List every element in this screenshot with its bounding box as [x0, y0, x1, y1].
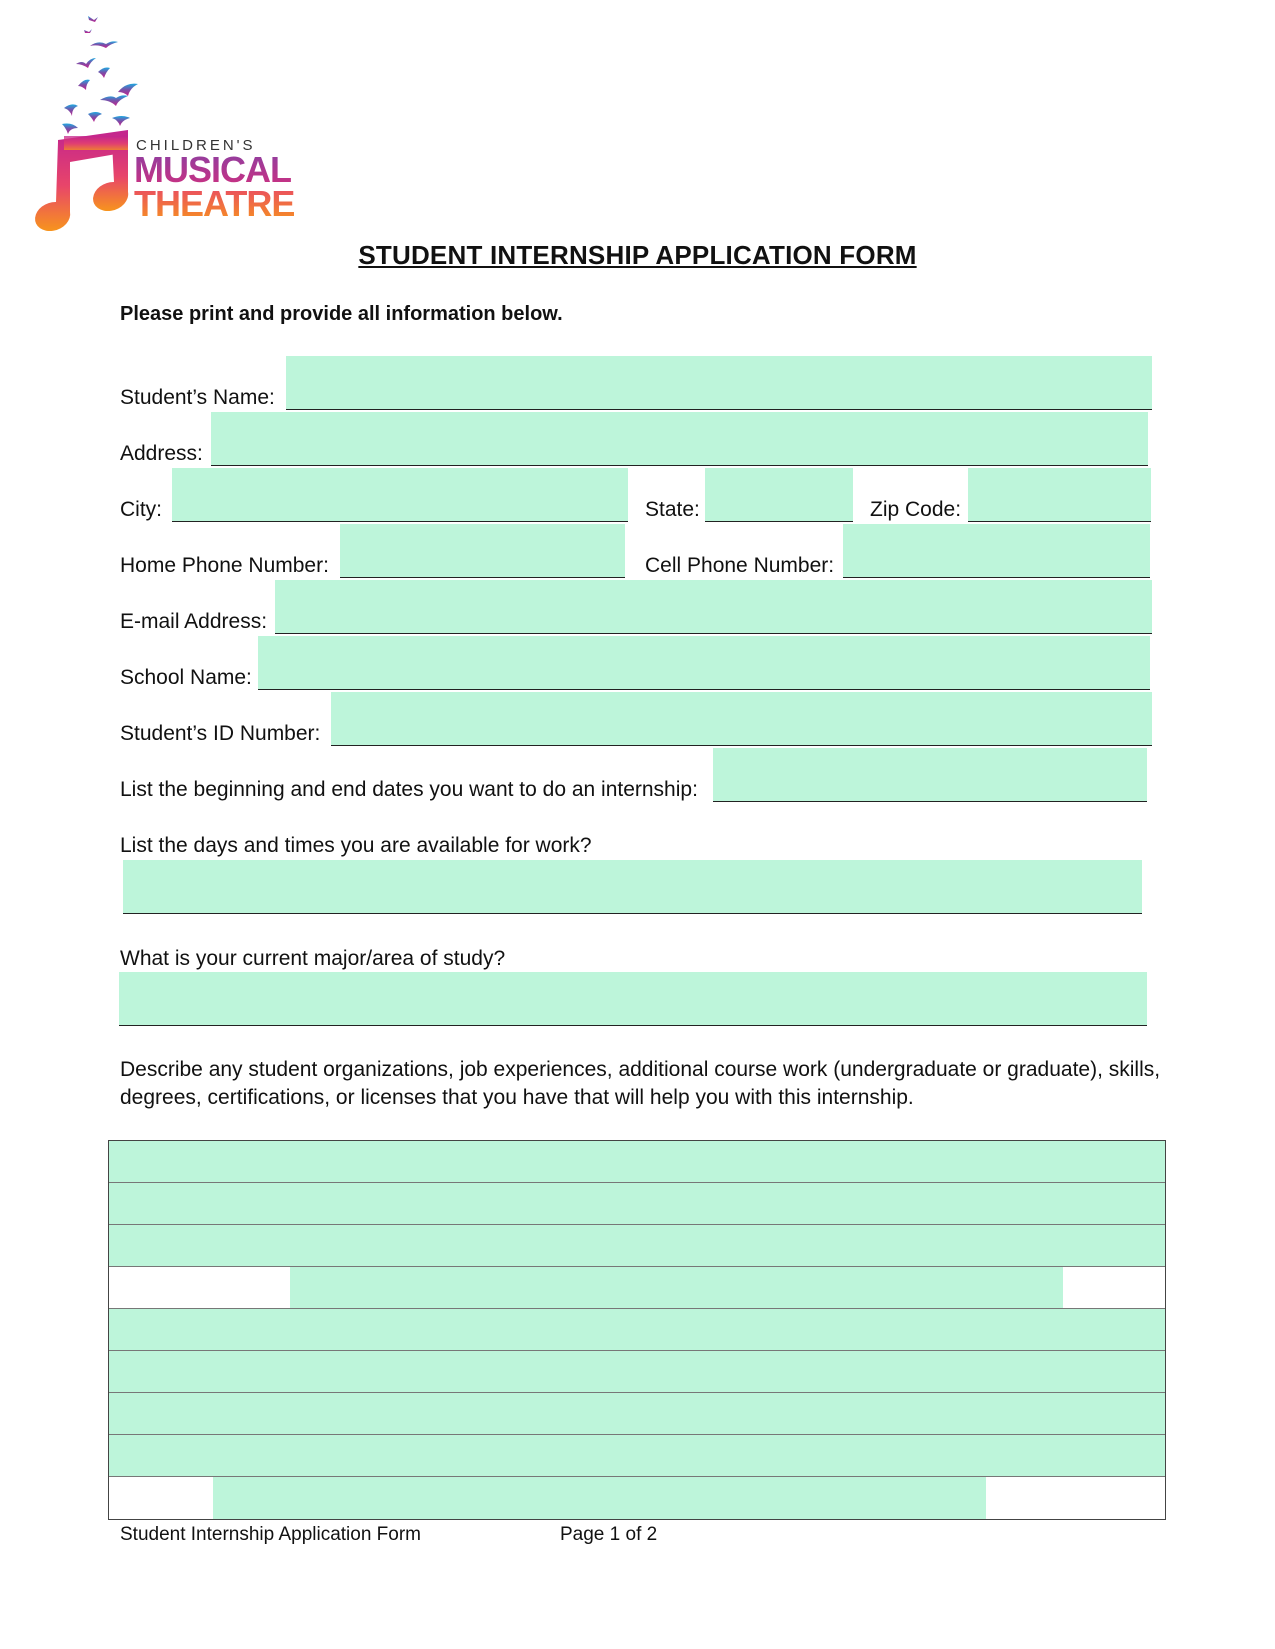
experience-line-4-input[interactable] — [290, 1267, 1063, 1308]
city-label: City: — [120, 498, 162, 521]
address-input[interactable] — [211, 412, 1148, 466]
form-title: STUDENT INTERNSHIP APPLICATION FORM — [358, 240, 917, 270]
experience-line-1 — [109, 1141, 1165, 1183]
major-input[interactable] — [119, 972, 1147, 1026]
student-name-label: Student’s Name: — [120, 386, 275, 409]
experience-line-9-input[interactable] — [213, 1477, 986, 1519]
experience-line-6-input[interactable] — [109, 1351, 1165, 1392]
experience-lines-table — [108, 1140, 1166, 1520]
email-label: E-mail Address: — [120, 610, 268, 633]
experience-line-6 — [109, 1351, 1165, 1393]
availability-input[interactable] — [123, 860, 1142, 914]
experience-line-7 — [109, 1393, 1165, 1435]
school-name-label: School Name: — [120, 666, 252, 689]
logo-text-line3: THEATRE — [134, 183, 295, 224]
experience-line-8-input[interactable] — [109, 1435, 1165, 1476]
internship-dates-label: List the beginning and end dates you want to do an internship: — [120, 778, 698, 801]
experience-line-7-input[interactable] — [109, 1393, 1165, 1434]
home-phone-input[interactable] — [340, 524, 625, 578]
logo-text-line1: CHILDREN'S — [136, 137, 256, 154]
zip-code-label: Zip Code: — [870, 498, 962, 521]
home-phone-label: Home Phone Number: — [120, 554, 329, 577]
experience-line-3 — [109, 1225, 1165, 1267]
school-name-input[interactable] — [258, 636, 1150, 690]
student-id-label: Student’s ID Number: — [120, 722, 321, 745]
footer-page-number: Page 1 of 2 — [560, 1524, 658, 1545]
experience-line-1-input[interactable] — [109, 1141, 1165, 1182]
logo-text-line2: MUSICAL — [134, 149, 291, 190]
experience-line-8 — [109, 1435, 1165, 1477]
state-label: State: — [645, 498, 700, 521]
bird-flock-icon — [62, 16, 138, 134]
student-id-input[interactable] — [331, 692, 1152, 746]
zip-code-input[interactable] — [968, 468, 1151, 522]
childrens-musical-theatre-logo — [28, 12, 298, 252]
experience-line-9 — [109, 1477, 1165, 1519]
email-input[interactable] — [275, 580, 1152, 634]
experience-line-4 — [109, 1267, 1165, 1309]
experience-line-2-input[interactable] — [109, 1183, 1165, 1224]
city-input[interactable] — [172, 468, 628, 522]
footer-form-name: Student Internship Application Form — [120, 1524, 422, 1545]
address-label: Address: — [120, 442, 203, 465]
experience-line-5 — [109, 1309, 1165, 1351]
major-label: What is your current major/area of study? — [120, 947, 506, 970]
student-name-input[interactable] — [286, 356, 1152, 410]
experience-description-prompt: Describe any student organizations, job experiences, additional course work (undergraduate or graduate), skills, degrees, certifications, or licenses that you have that will help you with this internship. — [120, 1058, 1161, 1109]
experience-line-3-input[interactable] — [109, 1225, 1165, 1266]
availability-label: List the days and times you are available for work? — [120, 834, 592, 857]
state-input[interactable] — [705, 468, 853, 522]
experience-line-2 — [109, 1183, 1165, 1225]
cell-phone-label: Cell Phone Number: — [645, 554, 835, 577]
form-instructions: Please print and provide all information below. — [120, 303, 563, 325]
cell-phone-input[interactable] — [843, 524, 1150, 578]
musical-note-icon — [35, 130, 128, 231]
experience-line-5-input[interactable] — [109, 1309, 1165, 1350]
internship-dates-input[interactable] — [713, 748, 1147, 802]
